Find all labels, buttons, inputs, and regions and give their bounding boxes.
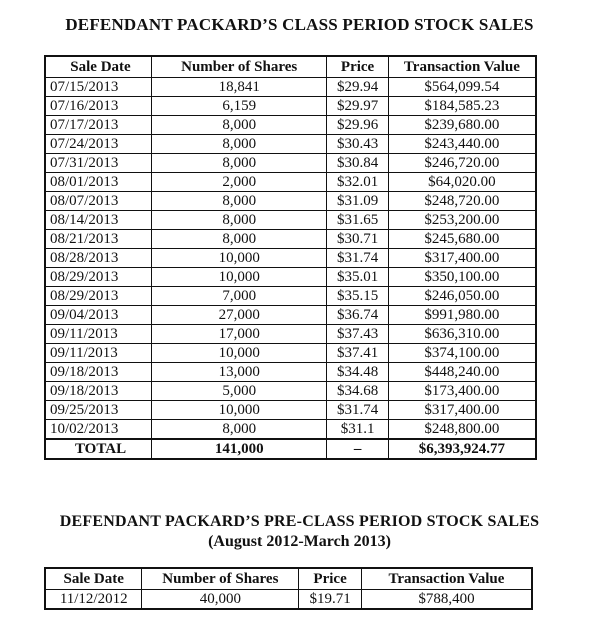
table-row [45,287,536,306]
cell-number-of-shares: 27,000 [152,306,327,325]
cell-sale-date: 09/18/2013 [45,363,152,382]
table-row [45,78,536,97]
table-header-row [45,568,532,590]
pre-class-period-subtitle: (August 2012-March 2013) [208,533,391,550]
table-row [45,192,536,211]
cell-number-of-shares: 18,841 [152,78,327,97]
cell-transaction-value: $317,400.00 [388,249,536,268]
table-row [45,211,536,230]
cell-number-of-shares: 40,000 [142,590,299,610]
cell-sale-date: 08/29/2013 [45,268,152,287]
table-row [45,97,536,116]
table-row [45,249,536,268]
cell-transaction-value: $991,980.00 [388,306,536,325]
cell-price: $30.43 [327,135,388,154]
table-row [45,116,536,135]
cell-transaction-value: $317,400.00 [388,401,536,420]
table-row [45,590,532,610]
cell-sale-date: 08/29/2013 [45,287,152,306]
cell-transaction-value: $173,400.00 [388,382,536,401]
cell-price: $31.09 [327,192,388,211]
header-sale-date: Sale Date [45,568,142,590]
cell-number-of-shares: 8,000 [152,230,327,249]
header-price: Price [299,568,362,590]
cell-price: $31.1 [327,420,388,440]
pre-class-period-sales-table [44,567,533,610]
table-row [45,173,536,192]
cell-price: $30.71 [327,230,388,249]
header-price: Price [327,56,388,78]
cell-sale-date: 09/25/2013 [45,401,152,420]
table-row [45,154,536,173]
cell-price: $37.41 [327,344,388,363]
cell-sale-date: 08/01/2013 [45,173,152,192]
cell-transaction-value: $636,310.00 [388,325,536,344]
cell-sale-date: 07/16/2013 [45,97,152,116]
cell-sale-date: 09/18/2013 [45,382,152,401]
pre-class-period-sales-title: DEFENDANT PACKARD’S PRE-CLASS PERIOD STOCK SALES [59,513,540,530]
cell-transaction-value: $246,050.00 [388,287,536,306]
cell-number-of-shares: 8,000 [152,135,327,154]
cell-sale-date: 09/11/2013 [45,325,152,344]
table-row [45,344,536,363]
cell-transaction-value: $248,720.00 [388,192,536,211]
cell-price: $35.15 [327,287,388,306]
table-header-row [45,56,536,78]
table-row [45,420,536,440]
total-shares: 141,000 [152,439,327,459]
cell-price: $37.43 [327,325,388,344]
table-row [45,363,536,382]
cell-sale-date: 08/14/2013 [45,211,152,230]
cell-number-of-shares: 8,000 [152,211,327,230]
table-row [45,325,536,344]
cell-number-of-shares: 10,000 [152,249,327,268]
cell-sale-date: 10/02/2013 [45,420,152,440]
cell-sale-date: 08/28/2013 [45,249,152,268]
total-transaction-value: $6,393,924.77 [388,439,536,459]
total-label: TOTAL [45,439,152,459]
cell-transaction-value: $374,100.00 [388,344,536,363]
cell-price: $29.94 [327,78,388,97]
cell-price: $29.97 [327,97,388,116]
header-transaction-value: Transaction Value [361,568,532,590]
cell-price: $31.74 [327,401,388,420]
cell-transaction-value: $350,100.00 [388,268,536,287]
header-number-of-shares: Number of Shares [142,568,299,590]
cell-price: $19.71 [299,590,362,610]
cell-sale-date: 09/04/2013 [45,306,152,325]
table-row [45,268,536,287]
cell-number-of-shares: 2,000 [152,173,327,192]
cell-number-of-shares: 17,000 [152,325,327,344]
cell-sale-date: 07/15/2013 [45,78,152,97]
cell-number-of-shares: 10,000 [152,268,327,287]
cell-transaction-value: $246,720.00 [388,154,536,173]
header-transaction-value: Transaction Value [388,56,536,78]
cell-number-of-shares: 5,000 [152,382,327,401]
cell-price: $32.01 [327,173,388,192]
class-period-sales-table [44,55,537,460]
table-row [45,382,536,401]
class-period-sales-title: DEFENDANT PACKARD’S CLASS PERIOD STOCK SALES [65,15,534,34]
cell-price: $31.74 [327,249,388,268]
cell-number-of-shares: 10,000 [152,401,327,420]
header-sale-date: Sale Date [45,56,152,78]
cell-transaction-value: $64,020.00 [388,173,536,192]
cell-transaction-value: $248,800.00 [388,420,536,440]
total-row [45,439,536,459]
cell-price: $35.01 [327,268,388,287]
cell-sale-date: 09/11/2013 [45,344,152,363]
cell-transaction-value: $788,400 [361,590,532,610]
cell-transaction-value: $184,585.23 [388,97,536,116]
cell-sale-date: 07/24/2013 [45,135,152,154]
cell-number-of-shares: 6,159 [152,97,327,116]
cell-sale-date: 08/07/2013 [45,192,152,211]
cell-price: $30.84 [327,154,388,173]
cell-number-of-shares: 7,000 [152,287,327,306]
cell-number-of-shares: 8,000 [152,420,327,440]
table-row [45,306,536,325]
header-number-of-shares: Number of Shares [152,56,327,78]
cell-transaction-value: $243,440.00 [388,135,536,154]
cell-sale-date: 08/21/2013 [45,230,152,249]
cell-number-of-shares: 8,000 [152,192,327,211]
cell-price: $31.65 [327,211,388,230]
table-row [45,135,536,154]
total-price: – [327,439,388,459]
table-row [45,230,536,249]
cell-transaction-value: $253,200.00 [388,211,536,230]
cell-sale-date: 11/12/2012 [45,590,142,610]
cell-sale-date: 07/17/2013 [45,116,152,135]
class-period-sales-body [45,78,536,460]
cell-price: $29.96 [327,116,388,135]
cell-transaction-value: $245,680.00 [388,230,536,249]
cell-number-of-shares: 13,000 [152,363,327,382]
cell-sale-date: 07/31/2013 [45,154,152,173]
cell-number-of-shares: 8,000 [152,116,327,135]
cell-transaction-value: $239,680.00 [388,116,536,135]
cell-number-of-shares: 10,000 [152,344,327,363]
cell-number-of-shares: 8,000 [152,154,327,173]
pre-class-period-sales-body [45,590,532,610]
cell-price: $36.74 [327,306,388,325]
table-row [45,401,536,420]
cell-price: $34.68 [327,382,388,401]
cell-transaction-value: $564,099.54 [388,78,536,97]
cell-price: $34.48 [327,363,388,382]
cell-transaction-value: $448,240.00 [388,363,536,382]
